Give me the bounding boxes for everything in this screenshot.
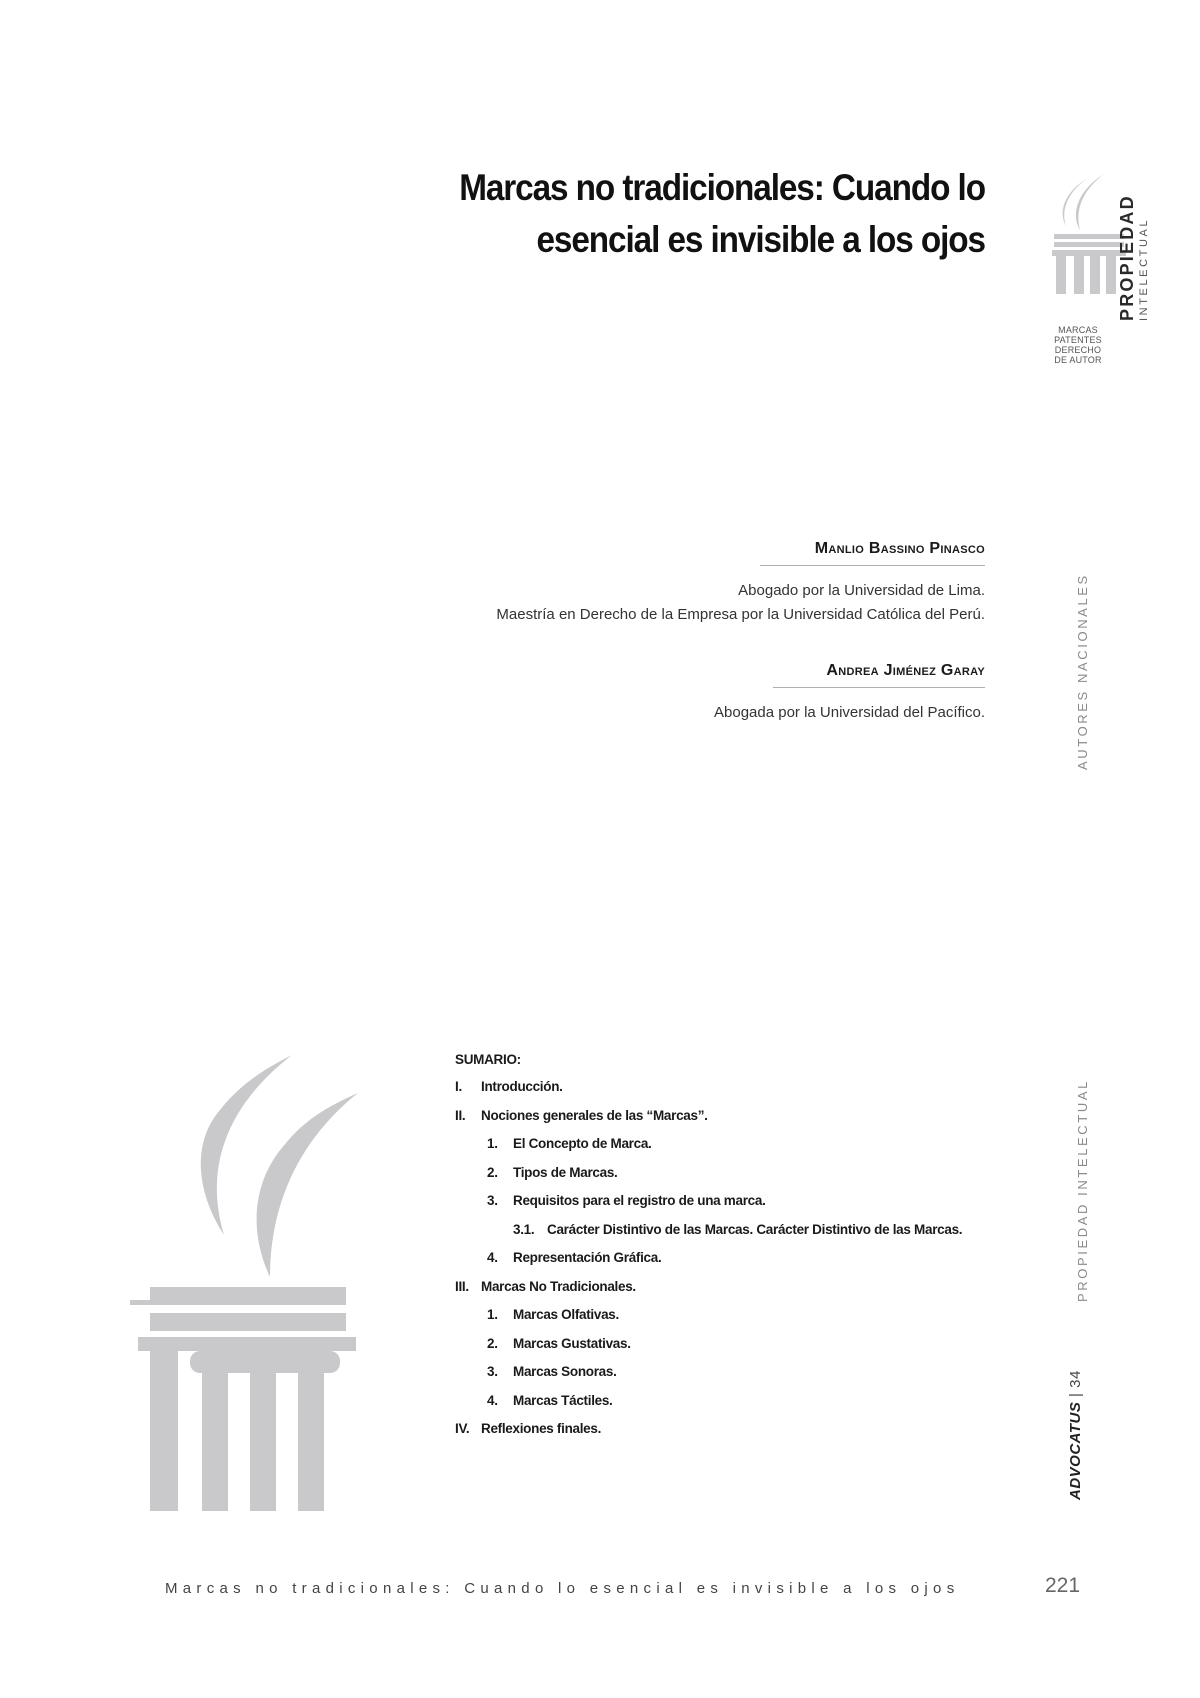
sumario-item: 3.1. Carácter Distintivo de las Marcas. Carácter Distintivo de las Marcas. — [513, 1221, 963, 1237]
side-label-journal: ADVOCATUS | 34 — [1067, 1370, 1084, 1500]
sumario-item: 3. Marcas Sonoras. — [487, 1364, 617, 1379]
side-label-authors: AUTORES NACIONALES — [1075, 573, 1090, 770]
author-name-2: Andrea Jiménez Garay — [826, 662, 985, 679]
sumario-item: IV. Reflexiones finales. — [455, 1421, 602, 1436]
author-name-1: Manlio Bassino Pinasco — [814, 540, 985, 557]
sumario-item: III. Marcas No Tradicionales. — [455, 1278, 636, 1294]
author-credential: Abogado por la Universidad de Lima. — [738, 582, 985, 599]
section-topic: DERECHO — [1054, 345, 1102, 355]
journal-logo-icon — [120, 1055, 380, 1520]
sumario — [455, 1052, 1055, 1444]
section-topic: MARCAS — [1058, 325, 1098, 335]
section-topic: DE AUTOR — [1054, 355, 1102, 365]
author-rule-1 — [760, 565, 985, 566]
journal-name: ADVOCATUS — [1067, 1401, 1084, 1500]
article-title-line-2: esencial es invisible a los ojos — [536, 219, 985, 260]
sumario-item: I. Introducción. — [455, 1079, 563, 1094]
sumario-item: 2. Tipos de Marcas. — [487, 1164, 618, 1180]
author-credential: Maestría en Derecho de la Empresa por la Universidad Católica del Perú. — [496, 606, 985, 623]
page-number: 221 — [1045, 1574, 1081, 1597]
section-topics — [1038, 325, 1118, 365]
author-rule-2 — [773, 687, 985, 688]
sumario-item: 4. Marcas Táctiles. — [487, 1392, 613, 1408]
sumario-item: 4. Representación Gráfica. — [487, 1250, 662, 1265]
section-subtitle-vertical: INTELECTUAL — [1138, 217, 1150, 321]
sumario-item: 2. Marcas Gustativas. — [487, 1335, 631, 1351]
sumario-item: II. Nociones generales de las “Marcas”. — [455, 1107, 708, 1123]
sumario-heading: SUMARIO: — [455, 1052, 521, 1067]
running-title: Marcas no tradicionales: Cuando lo esencial es invisible a los ojos — [165, 1580, 960, 1597]
article-title — [409, 162, 985, 266]
section-topic: PATENTES — [1054, 335, 1102, 345]
section-title-vertical: PROPIEDAD — [1117, 194, 1137, 321]
sumario-item: 1. El Concepto de Marca. — [487, 1136, 652, 1151]
side-label-section: PROPIEDAD INTELECTUAL — [1075, 1079, 1090, 1302]
sumario-item: 3. Requisitos para el registro de una marca. — [487, 1193, 766, 1208]
author-credential: Abogada por la Universidad del Pacífico. — [714, 704, 985, 721]
article-title-line-1: Marcas no tradicionales: Cuando lo — [459, 167, 985, 208]
sumario-item: 1. Marcas Olfativas. — [487, 1307, 619, 1322]
journal-issue: 34 — [1067, 1370, 1084, 1388]
